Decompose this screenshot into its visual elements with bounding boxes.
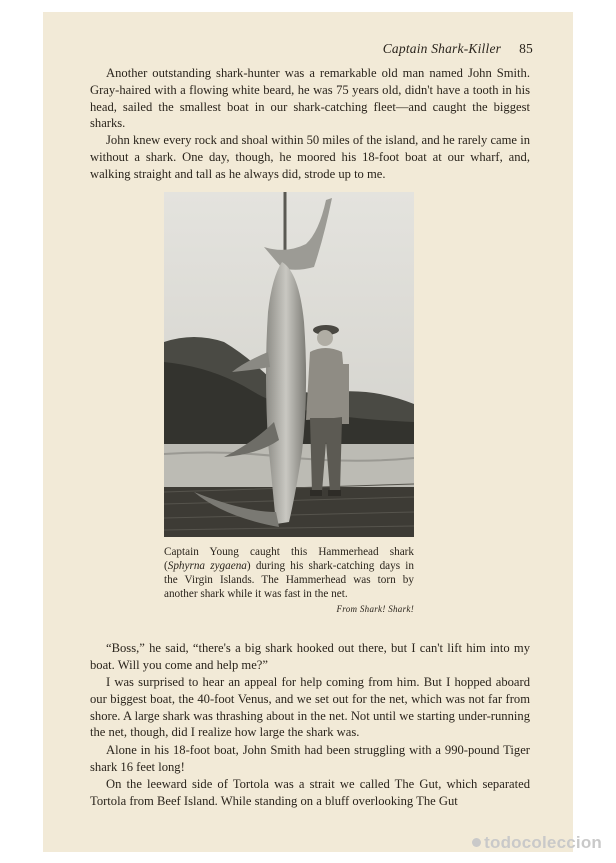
- book-page: [43, 12, 573, 852]
- running-title: Captain Shark-Killer: [382, 41, 502, 56]
- paragraph-4: I was surprised to hear an appeal for help coming from him. But I hopped aboard our biggest boat, the 40-foot Venus, and we set out for the net, which was not far from shore. A large shark was thrashing about in the net. Not until we starting under-running the net, though, did I realize how large the shark was.: [90, 675, 530, 740]
- running-head: [383, 41, 533, 57]
- paragraph-2: John knew every rock and shoal within 50 miles of the island, and he rarely came in without a shark. One day, though, he moored his 18-foot boat at our wharf, and, walking straight and tall as he always did, strode up to me.: [90, 133, 530, 181]
- credit-title: Shark! Shark!: [359, 604, 414, 614]
- paragraph-5: Alone in his 18-foot boat, John Smith had been struggling with a 990-pound Tiger shark 16 feet long!: [90, 743, 530, 774]
- watermark-text: todocoleccion: [484, 833, 602, 852]
- watermark: [472, 833, 602, 853]
- paragraph-6: On the leeward side of Tortola was a strait we called The Gut, which separated Tortola from Beef Island. While standing on a bluff overlooking The Gut: [90, 777, 530, 808]
- caption-text-1: Captain Young caught this Hammerhead shark (: [164, 546, 414, 572]
- credit-prefix: From: [336, 604, 360, 614]
- caption-text-2: ) during his shark-catching days in the Virgin Islands. The Hammerhead was torn by another shark while it was fast in the net.: [164, 560, 414, 600]
- hammerhead-shark-photo: [164, 192, 414, 537]
- watermark-dot-icon: [472, 838, 481, 847]
- paragraph-3: “Boss,” he said, “there's a big shark hooked out there, but I can't lift him into my boat. Will you come and help me?”: [90, 641, 530, 672]
- caption-species: Sphyrna zygaena: [167, 560, 247, 572]
- photo-credit: [336, 602, 414, 616]
- photo-illustration: [164, 192, 414, 537]
- paragraph-1: Another outstanding shark-hunter was a remarkable old man named John Smith. Gray-haired with a flowing white beard, he was 75 years old, didn't have a tooth in his head, sailed the smallest boat in our shark-catching fleet—and caught the biggest sharks.: [90, 66, 530, 131]
- photo-caption: [164, 545, 414, 616]
- page-number: 85: [519, 41, 533, 56]
